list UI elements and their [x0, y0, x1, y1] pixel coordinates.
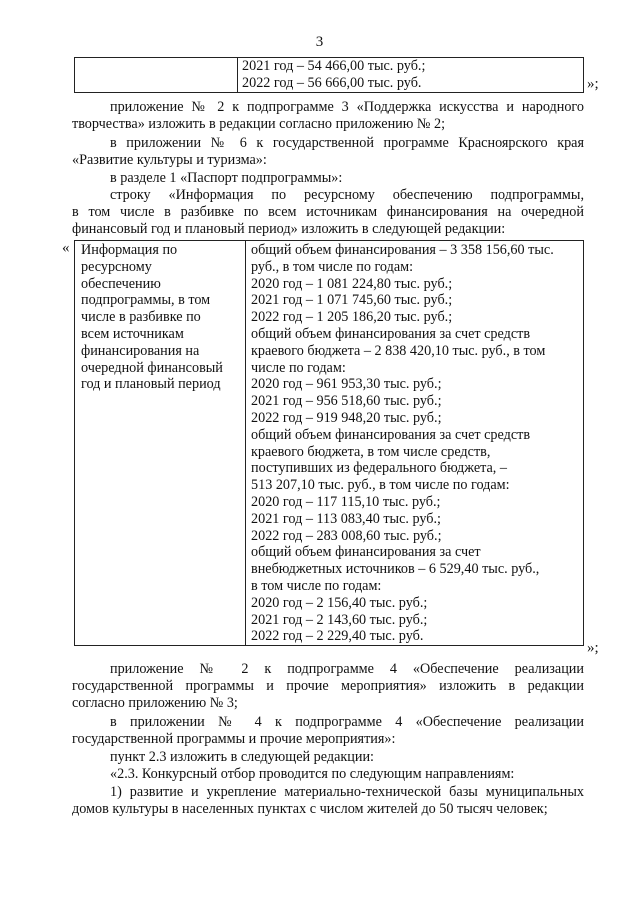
funding-line: поступивших из федерального бюджета, – [251, 460, 507, 477]
paragraph-line: строку «Информация по ресурсному обеспечению подпрограммы, [110, 187, 584, 203]
paragraph-line: в том числе в разбивке по всем источникам финансирования на очередной [72, 204, 584, 220]
funding-line: 2022 год – 283 008,60 тыс. руб.; [251, 527, 442, 544]
funding-line: общий объем финансирования за счет [251, 544, 481, 561]
funding-line: 2020 год – 961 953,30 тыс. руб.; [251, 376, 442, 393]
resource-info-table [74, 240, 584, 646]
paragraph-line: в приложении № 4 к подпрограмме 4 «Обеспечение реализации [110, 714, 584, 730]
funding-line: краевого бюджета, в том числе средств, [251, 443, 491, 460]
paragraph-line: приложение № 2 к подпрограмме 3 «Поддержка искусства и народного [110, 99, 584, 115]
empty-cell [75, 58, 238, 93]
paragraph-line: в разделе 1 «Паспорт подпрограммы»: [110, 170, 343, 186]
funding-line: 2021 год – 113 083,40 тыс. руб.; [251, 510, 441, 527]
heading-line: обеспечению [81, 275, 161, 292]
paragraph-line: пункт 2.3 изложить в следующей редакции: [110, 749, 374, 765]
paragraph-line: государственной программы и прочие мероприятия»: [72, 731, 396, 747]
paragraph-line: в приложении № 6 к государственной программе Красноярского края [110, 135, 584, 151]
close-quote: »; [587, 76, 599, 92]
close-quote: »; [587, 640, 599, 656]
paragraph-line: финансовый год и плановый период» изложить в следующей редакции: [72, 221, 506, 237]
heading-line: очередной финансовый [81, 359, 223, 376]
paragraph-line: творчества» изложить в редакции согласно приложению № 2; [72, 116, 446, 132]
heading-line: Информация по [81, 242, 178, 258]
funding-line: внебюджетных источников – 6 529,40 тыс. руб., [251, 561, 540, 578]
funding-line: 2020 год – 117 115,10 тыс. руб.; [251, 493, 441, 510]
paragraph-line: государственной программы и прочие мероприятия» изложить в редакции [72, 678, 584, 694]
funding-line: 2020 год – 2 156,40 тыс. руб.; [251, 594, 428, 611]
funding-line: общий объем финансирования – 3 358 156,60 тыс. [251, 242, 554, 258]
page-number: 3 [315, 34, 324, 50]
funding-line: 2021 год – 956 518,60 тыс. руб.; [251, 393, 442, 410]
funding-line: краевого бюджета – 2 838 420,10 тыс. руб., в том [251, 342, 546, 359]
heading-line: год и плановый период [81, 376, 221, 393]
paragraph-line: согласно приложению № 3; [72, 695, 238, 711]
funding-line: общий объем финансирования за счет средств [251, 325, 531, 342]
open-quote: « [62, 240, 70, 256]
funding-line: 2022 год – 1 205 186,20 тыс. руб.; [251, 309, 453, 326]
paragraph-line: «Развитие культуры и туризма»: [72, 152, 267, 168]
heading-line: финансирования на [81, 342, 200, 359]
heading-line: подпрограммы, в том [81, 292, 211, 309]
funding-table-continuation [74, 57, 584, 93]
funding-years-cell [238, 58, 584, 93]
funding-line: 2021 год – 2 143,60 тыс. руб.; [251, 611, 428, 628]
paragraph-line: домов культуры в населенных пунктах с числом жителей до 50 тысяч человек; [72, 801, 548, 817]
paragraph-line: приложение № 2 к подпрограмме 4 «Обеспечение реализации [110, 661, 584, 677]
heading-line: всем источникам [81, 325, 184, 342]
funding-line: 513 207,10 тыс. руб., в том числе по годам: [251, 477, 510, 494]
funding-line: 2021 год – 54 466,00 тыс. руб.; [242, 58, 426, 74]
paragraph-line: «2.3. Конкурсный отбор проводится по следующим направлениям: [110, 766, 515, 782]
funding-line: 2021 год – 1 071 745,60 тыс. руб.; [251, 292, 453, 309]
heading-line: числе в разбивке по [81, 309, 201, 326]
funding-line: руб., в том числе по годам: [251, 258, 414, 275]
heading-line: ресурсному [81, 258, 152, 275]
paragraph-line: 1) развитие и укрепление материально-технической базы муниципальных [110, 784, 584, 800]
funding-line: 2022 год – 919 948,20 тыс. руб.; [251, 409, 442, 426]
funding-line: общий объем финансирования за счет средств [251, 426, 531, 443]
funding-line: числе по годам: [251, 359, 346, 376]
funding-line: 2020 год – 1 081 224,80 тыс. руб.; [251, 275, 453, 292]
funding-line: 2022 год – 2 229,40 тыс. руб. [251, 628, 424, 645]
funding-line: 2022 год – 56 666,00 тыс. руб. [242, 75, 422, 91]
funding-line: в том числе по годам: [251, 577, 382, 594]
row-heading-cell [75, 241, 246, 646]
funding-details-cell [246, 241, 584, 646]
